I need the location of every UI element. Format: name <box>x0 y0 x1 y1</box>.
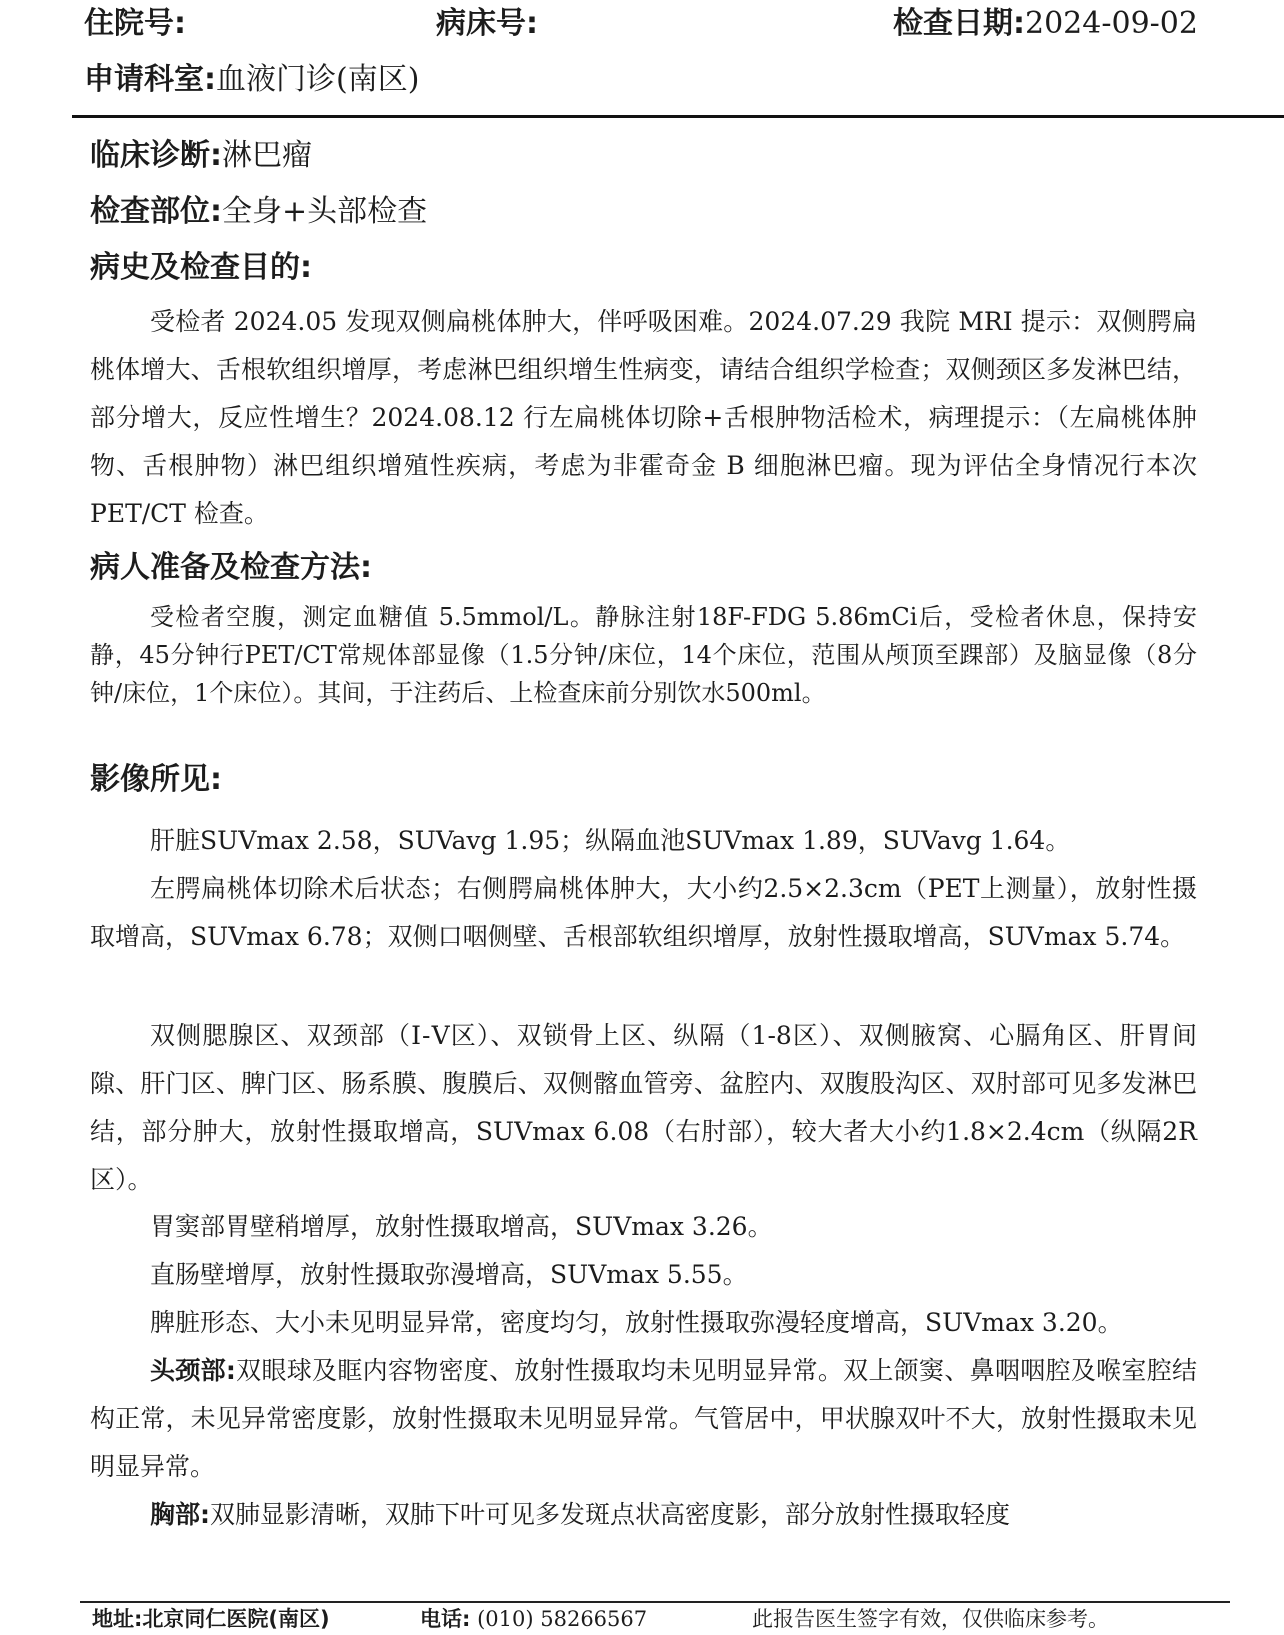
chest-label: 胸部: <box>150 1500 210 1529</box>
history-text: 受检者 2024.05 发现双侧扁桃体肿大，伴呼吸困难。2024.07.29 我院 MRI 提示：双侧腭扁桃体增大、舌根软组织增厚，考虑淋巴组织增生性病变，请结合组织学检查；双侧颈区多发淋巴结，部分增大，反应性增生？2024.08.12 行左扁桃体切除+舌根肿物活检术，病理提示：（左扁桃体肿物、舌根肿物）淋巴组织增殖性疾病，考虑为非霍奇金 B 细胞淋巴瘤。现为评估全身情况行本次 PET/CT 检查。 <box>90 307 1197 528</box>
site-value: 全身+头部检查 <box>222 194 428 229</box>
requesting-dept <box>84 60 419 100</box>
diagnosis-value: 淋巴瘤 <box>222 138 312 173</box>
head-neck-text: 双眼球及眶内容物密度、放射性摄取均未见明显异常。双上颌窦、鼻咽咽腔及喉室腔结构正常，未见异常密度影，放射性摄取未见明显异常。气管居中，甲状腺双叶不大，放射性摄取未见明显异常。 <box>90 1356 1197 1481</box>
finding-spleen: 脾脏形态、大小未见明显异常，密度均匀，放射性摄取弥漫轻度增高，SUVmax 3.20。 <box>150 1308 1123 1337</box>
phone-label: 电话: <box>420 1607 471 1631</box>
finding-chest <box>90 1491 1197 1539</box>
footer-divider <box>80 1601 1230 1603</box>
dept-value: 血液门诊(南区) <box>216 62 420 97</box>
phone-value: (010) 58266567 <box>477 1607 648 1631</box>
admission-no-label: 住院号: <box>84 6 186 41</box>
footer-note: 此报告医生签字有效，仅供临床参考。 <box>752 1607 1109 1631</box>
head-neck-label: 头颈部: <box>150 1356 236 1385</box>
history-title: 病史及检查目的: <box>90 250 312 285</box>
finding-head-neck <box>90 1347 1197 1491</box>
finding-lymph-nodes: 双侧腮腺区、双颈部（Ⅰ-Ⅴ区）、双锁骨上区、纵隔（1-8区）、双侧腋窝、心膈角区、肝胃间隙、肝门区、脾门区、肠系膜、腹膜后、双侧髂血管旁、盆腔内、双腹股沟区、双肘部可见多发淋巴结，部分肿大，放射性摄取增高，SUVmax 6.08（右肘部），较大者大小约1.8×2.4cm（纵隔2R区）。 <box>90 1021 1197 1194</box>
footer-phone <box>420 1604 647 1634</box>
method-title: 病人准备及检查方法: <box>90 550 372 585</box>
finding-liver: 肝脏SUVmax 2.58，SUVavg 1.95；纵隔血池SUVmax 1.89，SUVavg 1.64。 <box>150 826 1071 855</box>
clinical-diagnosis <box>90 136 312 176</box>
site-label: 检查部位: <box>90 194 222 229</box>
dept-label: 申请科室: <box>84 62 216 97</box>
exam-date-value: 2024-09-02 <box>1025 6 1198 41</box>
exam-date-label: 检查日期: <box>893 6 1025 41</box>
exam-date <box>893 4 1198 44</box>
finding-stomach: 胃窦部胃壁稍增厚，放射性摄取增高，SUVmax 3.26。 <box>150 1212 773 1241</box>
findings-title: 影像所见: <box>90 762 222 797</box>
chest-text: 双肺显影清晰，双肺下叶可见多发斑点状高密度影，部分放射性摄取轻度 <box>210 1500 1011 1529</box>
bed-no-label: 病床号: <box>436 6 538 41</box>
method-text: 受检者空腹，测定血糖值 5.5mmol/L。静脉注射18F-FDG 5.86mCi后，受检者休息，保持安静，45分钟行PET/CT常规体部显像（1.5分钟/床位，14个床位，范围从颅顶至踝部）及脑显像（8分钟/床位，1个床位）。其间，于注药后、上检查床前分别饮水500ml。 <box>90 603 1197 707</box>
finding-rectum: 直肠壁增厚，放射性摄取弥漫增高，SUVmax 5.55。 <box>150 1260 748 1289</box>
header-divider <box>72 115 1284 118</box>
footer-address: 地址:北京同仁医院(南区) <box>92 1607 330 1631</box>
diagnosis-label: 临床诊断: <box>90 138 222 173</box>
exam-site <box>90 192 427 232</box>
finding-tonsil: 左腭扁桃体切除术后状态；右侧腭扁桃体肿大，大小约2.5×2.3cm（PET上测量），放射性摄取增高，SUVmax 6.78；双侧口咽侧壁、舌根部软组织增厚，放射性摄取增高，SUVmax 5.74。 <box>90 874 1197 951</box>
